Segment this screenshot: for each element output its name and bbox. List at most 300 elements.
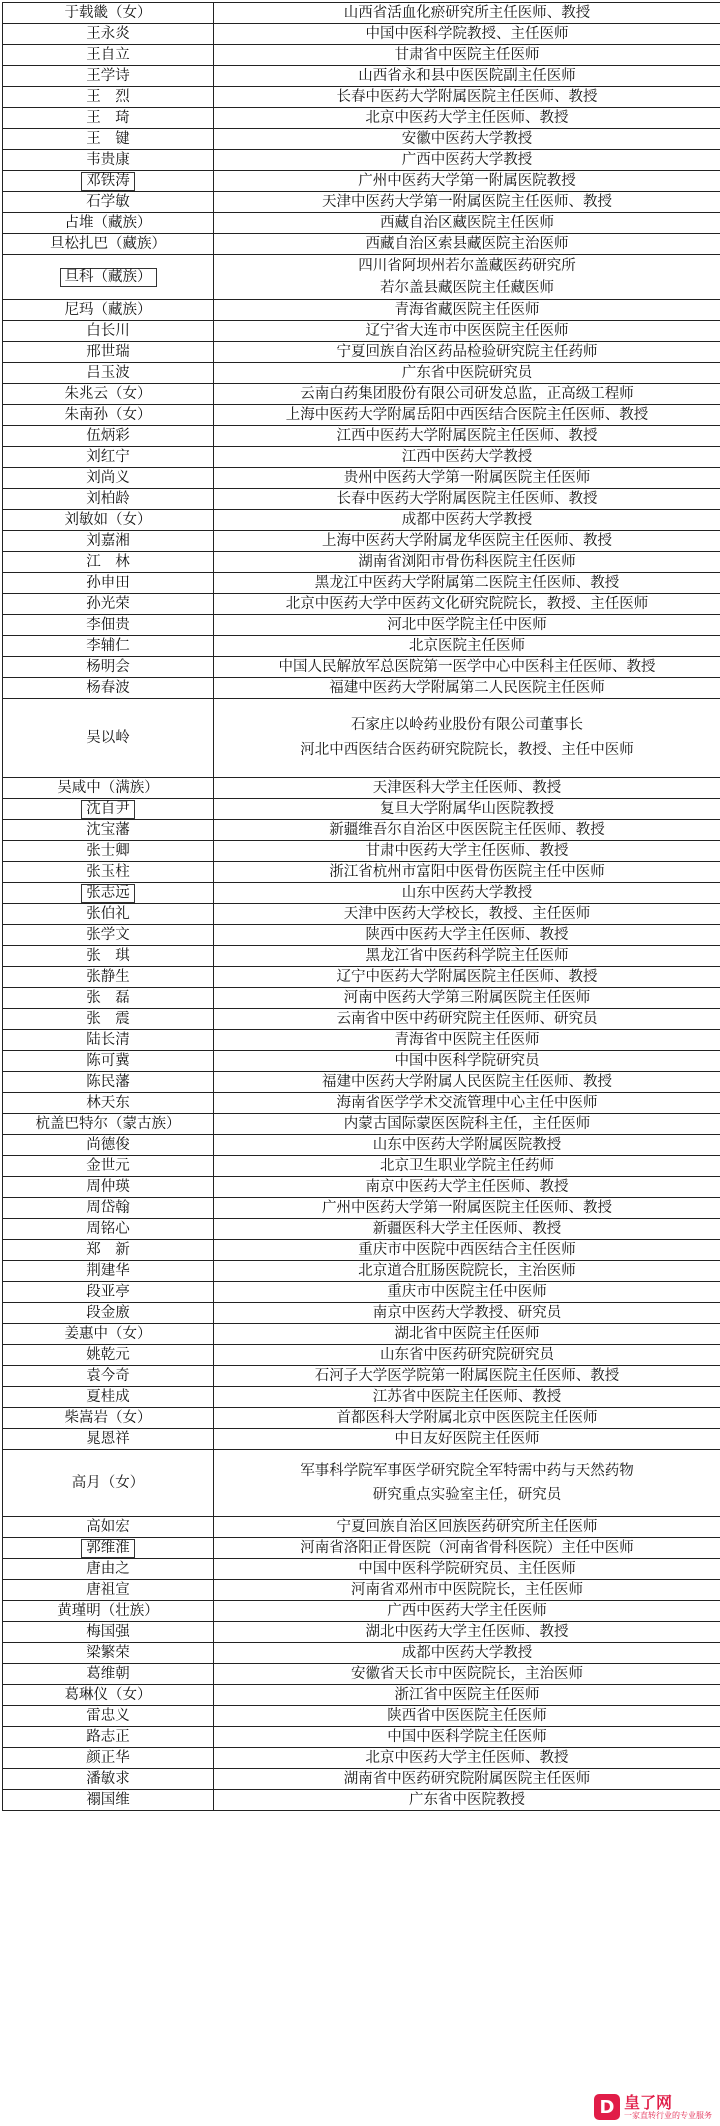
table-row bbox=[3, 820, 720, 841]
table-row bbox=[3, 489, 720, 510]
table-row bbox=[3, 510, 720, 531]
person-name: 王自立 bbox=[86, 46, 130, 63]
table-row bbox=[3, 342, 720, 363]
name-cell bbox=[3, 1580, 214, 1601]
affiliation-cell bbox=[214, 1429, 720, 1450]
affiliation-text: 江苏省中医院主任医师、教授 bbox=[372, 1388, 562, 1405]
person-name: 刘柏龄 bbox=[86, 490, 130, 507]
affiliation-cell bbox=[214, 967, 720, 988]
affiliation-text: 陕西中医药大学主任医师、教授 bbox=[365, 926, 569, 943]
name-cell bbox=[3, 552, 214, 573]
name-cell bbox=[3, 1366, 214, 1387]
name-cell bbox=[3, 1198, 214, 1219]
watermark bbox=[590, 2092, 716, 2122]
name-cell bbox=[3, 1030, 214, 1051]
affiliation-text: 上海中医药大学附属龙华医院主任医师、教授 bbox=[322, 532, 612, 549]
table-row bbox=[3, 1450, 720, 1517]
table-row bbox=[3, 1345, 720, 1366]
person-name: 葛维朝 bbox=[86, 1665, 130, 1682]
affiliation-cell bbox=[214, 510, 720, 531]
table-row bbox=[3, 1324, 720, 1345]
name-cell bbox=[3, 1538, 214, 1559]
affiliation-text: 北京卫生职业学院主任药师 bbox=[380, 1157, 554, 1174]
name-cell bbox=[3, 778, 214, 799]
affiliation-text: 宁夏回族自治区药品检验研究院主任药师 bbox=[336, 343, 598, 360]
affiliation-cell bbox=[214, 1769, 720, 1790]
affiliation-cell bbox=[214, 657, 720, 678]
name-cell bbox=[3, 1685, 214, 1706]
affiliation-cell bbox=[214, 841, 720, 862]
table-row bbox=[3, 87, 720, 108]
affiliation-text: 石家庄以岭药业股份有限公司董事长 bbox=[351, 717, 583, 733]
affiliation-text: 云南省中医中药研究院主任医师、研究员 bbox=[336, 1010, 598, 1027]
table-row bbox=[3, 1790, 720, 1811]
name-cell bbox=[3, 1093, 214, 1114]
affiliation-cell bbox=[214, 1408, 720, 1429]
person-name: 唐由之 bbox=[86, 1560, 130, 1577]
affiliation-text: 山东中医药大学教授 bbox=[401, 884, 533, 901]
name-cell bbox=[3, 1177, 214, 1198]
person-name: 吴以岭 bbox=[86, 729, 130, 746]
table-row bbox=[3, 1156, 720, 1177]
name-cell bbox=[3, 946, 214, 967]
affiliation-cell bbox=[214, 946, 720, 967]
table-row bbox=[3, 1240, 720, 1261]
affiliation-cell bbox=[214, 1156, 720, 1177]
name-cell bbox=[3, 1303, 214, 1324]
name-cell bbox=[3, 1408, 214, 1429]
table-row bbox=[3, 1135, 720, 1156]
affiliation-text: 黑龙江中医药大学附属第二医院主任医师、教授 bbox=[314, 574, 620, 591]
table-row bbox=[3, 192, 720, 213]
person-name: 姚乾元 bbox=[86, 1346, 130, 1363]
affiliation-text: 石河子大学医学院第一附属医院主任医师、教授 bbox=[314, 1367, 620, 1384]
watermark-text bbox=[624, 2094, 712, 2120]
name-cell bbox=[3, 1072, 214, 1093]
affiliation-text: 黑龙江省中医药科学院主任医师 bbox=[365, 947, 569, 964]
name-cell bbox=[3, 171, 214, 192]
affiliation-cell bbox=[214, 1450, 720, 1517]
table-body bbox=[3, 3, 720, 1811]
affiliation-cell bbox=[214, 1790, 720, 1811]
table-row bbox=[3, 468, 720, 489]
person-name: 尼玛（藏族） bbox=[64, 301, 152, 318]
name-cell bbox=[3, 510, 214, 531]
affiliation-cell bbox=[214, 24, 720, 45]
affiliation-text: 云南白药集团股份有限公司研发总监，正高级工程师 bbox=[300, 385, 634, 402]
person-name: 邓铁涛 bbox=[81, 172, 135, 191]
affiliation-text: 广州中医药大学第一附属医院主任医师、教授 bbox=[322, 1199, 612, 1216]
person-name: 沈自尹 bbox=[81, 800, 135, 819]
affiliation-cell bbox=[214, 1219, 720, 1240]
name-cell bbox=[3, 883, 214, 904]
table-row bbox=[3, 988, 720, 1009]
affiliation-text: 中国中医科学院教授、主任医师 bbox=[365, 25, 569, 42]
name-cell bbox=[3, 489, 214, 510]
affiliation-text: 长春中医药大学附属医院主任医师、教授 bbox=[336, 490, 598, 507]
person-name: 吴咸中（满族） bbox=[57, 779, 159, 796]
affiliation-text: 内蒙古国际蒙医医院科主任，主任医师 bbox=[343, 1115, 591, 1132]
affiliation-text: 首都医科大学附属北京中医医院主任医师 bbox=[336, 1409, 598, 1426]
table-row bbox=[3, 1198, 720, 1219]
person-name: 周岱翰 bbox=[86, 1199, 130, 1216]
person-name: 禤国维 bbox=[86, 1791, 130, 1808]
table-row bbox=[3, 841, 720, 862]
table-row bbox=[3, 699, 720, 778]
table-row bbox=[3, 66, 720, 87]
affiliation-text: 北京中医药大学主任医师、教授 bbox=[365, 109, 569, 126]
affiliation-text: 山东中医药大学附属医院教授 bbox=[372, 1136, 562, 1153]
affiliation-cell bbox=[214, 799, 720, 820]
name-cell bbox=[3, 1790, 214, 1811]
affiliation-cell bbox=[214, 904, 720, 925]
affiliation-cell bbox=[214, 1685, 720, 1706]
person-name: 旦科（藏族） bbox=[60, 268, 157, 287]
affiliation-text: 新疆维吾尔自治区中医医院主任医师、教授 bbox=[329, 821, 605, 838]
affiliation-cell bbox=[214, 1240, 720, 1261]
person-name: 金世元 bbox=[86, 1157, 130, 1174]
person-name: 张伯礼 bbox=[86, 905, 130, 922]
person-name: 葛琳仪（女） bbox=[64, 1686, 152, 1703]
person-name: 路志正 bbox=[86, 1728, 130, 1745]
name-cell bbox=[3, 213, 214, 234]
affiliation-text: 广东省中医院研究员 bbox=[401, 364, 533, 381]
name-cell bbox=[3, 1345, 214, 1366]
table-row bbox=[3, 1706, 720, 1727]
affiliation-cell bbox=[214, 1748, 720, 1769]
affiliation-cell bbox=[214, 87, 720, 108]
affiliation-text: 天津中医药大学第一附属医院主任医师、教授 bbox=[322, 193, 612, 210]
affiliation-cell bbox=[214, 1622, 720, 1643]
person-name: 白长川 bbox=[86, 322, 130, 339]
person-name: 李辅仁 bbox=[86, 637, 130, 654]
name-cell bbox=[3, 1219, 214, 1240]
table-row bbox=[3, 1580, 720, 1601]
affiliation-cell bbox=[214, 1727, 720, 1748]
name-cell bbox=[3, 1051, 214, 1072]
affiliation-text: 江西中医药大学附属医院主任医师、教授 bbox=[336, 427, 598, 444]
table-row bbox=[3, 1622, 720, 1643]
person-name: 朱兆云（女） bbox=[64, 385, 152, 402]
affiliation-text-line2: 若尔盖县藏医院主任藏医师 bbox=[380, 280, 554, 296]
affiliation-text: 浙江省杭州市富阳中医骨伤医院主任中医师 bbox=[329, 863, 605, 880]
name-cell bbox=[3, 1282, 214, 1303]
person-name: 夏桂成 bbox=[86, 1388, 130, 1405]
name-cell bbox=[3, 384, 214, 405]
person-name: 张学文 bbox=[86, 926, 130, 943]
person-name: 颜正华 bbox=[86, 1749, 130, 1766]
affiliation-cell bbox=[214, 1114, 720, 1135]
affiliation-text: 辽宁省大连市中医医院主任医师 bbox=[365, 322, 569, 339]
person-name: 高如宏 bbox=[86, 1518, 130, 1535]
table-row bbox=[3, 883, 720, 904]
affiliation-text: 广西中医药大学教授 bbox=[401, 151, 533, 168]
affiliation-text: 广州中医药大学第一附属医院教授 bbox=[358, 172, 576, 189]
name-cell bbox=[3, 3, 214, 24]
affiliation-cell bbox=[214, 1009, 720, 1030]
affiliation-text: 山西省永和县中医医院副主任医师 bbox=[358, 67, 576, 84]
affiliation-text: 福建中医药大学附属第二人民医院主任医师 bbox=[329, 679, 605, 696]
affiliation-cell bbox=[214, 636, 720, 657]
affiliation-text: 湖北省中医院主任医师 bbox=[394, 1325, 540, 1342]
affiliation-cell bbox=[214, 255, 720, 300]
name-cell bbox=[3, 1727, 214, 1748]
person-name: 伍炳彩 bbox=[86, 427, 130, 444]
affiliation-text: 陕西省中医医院主任医师 bbox=[387, 1707, 547, 1724]
affiliation-text: 青海省藏医院主任医师 bbox=[394, 301, 540, 318]
person-name: 林天东 bbox=[86, 1094, 130, 1111]
name-cell bbox=[3, 699, 214, 778]
affiliation-cell bbox=[214, 552, 720, 573]
person-name: 陈可冀 bbox=[86, 1052, 130, 1069]
person-name: 郑 新 bbox=[86, 1241, 130, 1258]
table-row bbox=[3, 862, 720, 883]
affiliation-text: 辽宁中医药大学附属医院主任医师、教授 bbox=[336, 968, 598, 985]
table-row bbox=[3, 1009, 720, 1030]
person-name: 于载畿（女） bbox=[64, 4, 152, 21]
name-cell bbox=[3, 1769, 214, 1790]
affiliation-cell bbox=[214, 699, 720, 778]
person-name: 周铭心 bbox=[86, 1220, 130, 1237]
table-row bbox=[3, 925, 720, 946]
name-cell bbox=[3, 1622, 214, 1643]
affiliation-cell bbox=[214, 1580, 720, 1601]
name-cell bbox=[3, 108, 214, 129]
table-row bbox=[3, 594, 720, 615]
affiliation-text: 贵州中医药大学第一附属医院主任医师 bbox=[343, 469, 591, 486]
person-name: 袁今奇 bbox=[86, 1367, 130, 1384]
affiliation-text: 江西中医药大学教授 bbox=[401, 448, 533, 465]
name-cell bbox=[3, 1706, 214, 1727]
table-row bbox=[3, 678, 720, 699]
table-row bbox=[3, 1517, 720, 1538]
person-name: 雷忠义 bbox=[86, 1707, 130, 1724]
name-cell bbox=[3, 925, 214, 946]
affiliation-text: 中国人民解放军总医院第一医学中心中医科主任医师、教授 bbox=[278, 658, 656, 675]
person-name: 孙申田 bbox=[86, 574, 130, 591]
affiliation-text: 安徽省天长市中医院院长，主治医师 bbox=[351, 1665, 583, 1682]
name-cell bbox=[3, 1114, 214, 1135]
affiliation-text: 湖南省中医药研究院附属医院主任医师 bbox=[343, 1770, 591, 1787]
name-cell bbox=[3, 192, 214, 213]
affiliation-cell bbox=[214, 468, 720, 489]
person-name: 荆建华 bbox=[86, 1262, 130, 1279]
affiliation-cell bbox=[214, 1051, 720, 1072]
person-name: 柴嵩岩（女） bbox=[64, 1409, 152, 1426]
person-name: 张 琪 bbox=[86, 947, 130, 964]
affiliation-cell bbox=[214, 342, 720, 363]
name-cell bbox=[3, 1156, 214, 1177]
table-row bbox=[3, 384, 720, 405]
name-cell bbox=[3, 1643, 214, 1664]
person-name: 杨明会 bbox=[86, 658, 130, 675]
table-row bbox=[3, 150, 720, 171]
person-name: 邢世瑞 bbox=[86, 343, 130, 360]
affiliation-text: 湖南省浏阳市骨伤科医院主任医师 bbox=[358, 553, 576, 570]
name-cell bbox=[3, 255, 214, 300]
affiliation-text: 福建中医药大学附属人民医院主任医师、教授 bbox=[322, 1073, 612, 1090]
table-row bbox=[3, 904, 720, 925]
affiliation-cell bbox=[214, 1072, 720, 1093]
table-row bbox=[3, 129, 720, 150]
table-row bbox=[3, 1219, 720, 1240]
person-name: 梁繁荣 bbox=[86, 1644, 130, 1661]
affiliation-cell bbox=[214, 615, 720, 636]
name-cell bbox=[3, 447, 214, 468]
honorees-table bbox=[2, 2, 720, 1811]
name-cell bbox=[3, 1324, 214, 1345]
person-name: 孙光荣 bbox=[86, 595, 130, 612]
affiliation-cell bbox=[214, 573, 720, 594]
affiliation-text: 浙江省中医院主任医师 bbox=[394, 1686, 540, 1703]
affiliation-cell bbox=[214, 45, 720, 66]
person-name: 王 琦 bbox=[86, 109, 130, 126]
name-cell bbox=[3, 87, 214, 108]
person-name: 高月（女） bbox=[71, 1474, 145, 1491]
table-row bbox=[3, 321, 720, 342]
affiliation-text: 宁夏回族自治区回族医药研究所主任医师 bbox=[336, 1518, 598, 1535]
name-cell bbox=[3, 1748, 214, 1769]
name-cell bbox=[3, 24, 214, 45]
name-cell bbox=[3, 1429, 214, 1450]
name-cell bbox=[3, 1517, 214, 1538]
table-row bbox=[3, 1051, 720, 1072]
affiliation-cell bbox=[214, 363, 720, 384]
person-name: 段亚亭 bbox=[86, 1283, 130, 1300]
affiliation-cell bbox=[214, 925, 720, 946]
table-row bbox=[3, 363, 720, 384]
table-row bbox=[3, 1748, 720, 1769]
name-cell bbox=[3, 468, 214, 489]
table-row bbox=[3, 1030, 720, 1051]
name-cell bbox=[3, 1664, 214, 1685]
name-cell bbox=[3, 657, 214, 678]
table-row bbox=[3, 1727, 720, 1748]
name-cell bbox=[3, 1559, 214, 1580]
affiliation-cell bbox=[214, 66, 720, 87]
name-cell bbox=[3, 321, 214, 342]
table-row bbox=[3, 1643, 720, 1664]
person-name: 张玉柱 bbox=[86, 863, 130, 880]
name-cell bbox=[3, 363, 214, 384]
person-name: 刘尚义 bbox=[86, 469, 130, 486]
name-cell bbox=[3, 45, 214, 66]
affiliation-text: 重庆市中医院中西医结合主任医师 bbox=[358, 1241, 576, 1258]
person-name: 朱南孙（女） bbox=[64, 406, 152, 423]
person-name: 王 键 bbox=[86, 130, 130, 147]
affiliation-cell bbox=[214, 883, 720, 904]
affiliation-cell bbox=[214, 820, 720, 841]
affiliation-cell bbox=[214, 3, 720, 24]
table-row bbox=[3, 636, 720, 657]
person-name: 王学诗 bbox=[86, 67, 130, 84]
person-name: 王永炎 bbox=[86, 25, 130, 42]
table-row bbox=[3, 213, 720, 234]
name-cell bbox=[3, 573, 214, 594]
name-cell bbox=[3, 426, 214, 447]
affiliation-cell bbox=[214, 778, 720, 799]
person-name: 尚德俊 bbox=[86, 1136, 130, 1153]
affiliation-text: 中日友好医院主任医师 bbox=[394, 1430, 540, 1447]
name-cell bbox=[3, 150, 214, 171]
affiliation-cell bbox=[214, 300, 720, 321]
name-cell bbox=[3, 234, 214, 255]
table-row bbox=[3, 552, 720, 573]
affiliation-text: 成都中医药大学教授 bbox=[401, 1644, 533, 1661]
affiliation-text: 南京中医药大学主任医师、教授 bbox=[365, 1178, 569, 1195]
table-row bbox=[3, 531, 720, 552]
affiliation-text: 南京中医药大学教授、研究员 bbox=[372, 1304, 562, 1321]
table-row bbox=[3, 1114, 720, 1135]
table-row bbox=[3, 1601, 720, 1622]
name-cell bbox=[3, 615, 214, 636]
affiliation-text-line2: 研究重点实验室主任，研究员 bbox=[372, 1487, 562, 1503]
affiliation-cell bbox=[214, 1387, 720, 1408]
affiliation-text: 新疆医科大学主任医师、教授 bbox=[372, 1220, 562, 1237]
affiliation-cell bbox=[214, 426, 720, 447]
table-row bbox=[3, 1559, 720, 1580]
table-row bbox=[3, 778, 720, 799]
affiliation-cell bbox=[214, 594, 720, 615]
person-name: 唐祖宣 bbox=[86, 1581, 130, 1598]
affiliation-text: 山东省中医药研究院研究员 bbox=[380, 1346, 554, 1363]
affiliation-text: 西藏自治区索县藏医院主治医师 bbox=[365, 235, 569, 252]
table-row bbox=[3, 1093, 720, 1114]
affiliation-cell bbox=[214, 1559, 720, 1580]
affiliation-text: 天津医科大学主任医师、教授 bbox=[372, 779, 562, 796]
affiliation-text: 复旦大学附属华山医院教授 bbox=[380, 800, 554, 817]
person-name: 江 林 bbox=[86, 553, 130, 570]
name-cell bbox=[3, 967, 214, 988]
affiliation-cell bbox=[214, 321, 720, 342]
affiliation-cell bbox=[214, 1706, 720, 1727]
table-row bbox=[3, 1429, 720, 1450]
table-row bbox=[3, 45, 720, 66]
person-name: 张 磊 bbox=[86, 989, 130, 1006]
name-cell bbox=[3, 841, 214, 862]
affiliation-cell bbox=[214, 1198, 720, 1219]
table-row bbox=[3, 1303, 720, 1324]
affiliation-cell bbox=[214, 384, 720, 405]
name-cell bbox=[3, 636, 214, 657]
affiliation-cell bbox=[214, 234, 720, 255]
name-cell bbox=[3, 862, 214, 883]
affiliation-cell bbox=[214, 1538, 720, 1559]
affiliation-text: 安徽中医药大学教授 bbox=[401, 130, 533, 147]
person-name: 晁恩祥 bbox=[86, 1430, 130, 1447]
table-row bbox=[3, 300, 720, 321]
person-name: 韦贵康 bbox=[86, 151, 130, 168]
table-row bbox=[3, 171, 720, 192]
watermark-logo-icon: D bbox=[594, 2094, 620, 2120]
affiliation-text: 甘肃省中医院主任医师 bbox=[394, 46, 540, 63]
affiliation-text: 广东省中医院教授 bbox=[409, 1791, 525, 1808]
name-cell bbox=[3, 678, 214, 699]
table-row bbox=[3, 255, 720, 300]
name-cell bbox=[3, 1387, 214, 1408]
affiliation-text: 山西省活血化瘀研究所主任医师、教授 bbox=[343, 4, 591, 21]
affiliation-cell bbox=[214, 1517, 720, 1538]
person-name: 旦松扎巴（藏族） bbox=[50, 235, 166, 252]
affiliation-text: 北京中医药大学中医药文化研究院院长，教授、主任医师 bbox=[285, 595, 649, 612]
affiliation-cell bbox=[214, 531, 720, 552]
name-cell bbox=[3, 1450, 214, 1517]
affiliation-cell bbox=[214, 108, 720, 129]
person-name: 周仲瑛 bbox=[86, 1178, 130, 1195]
table-row bbox=[3, 799, 720, 820]
person-name: 姜惠中（女） bbox=[64, 1325, 152, 1342]
affiliation-text: 中国中医科学院研究员、主任医师 bbox=[358, 1560, 576, 1577]
